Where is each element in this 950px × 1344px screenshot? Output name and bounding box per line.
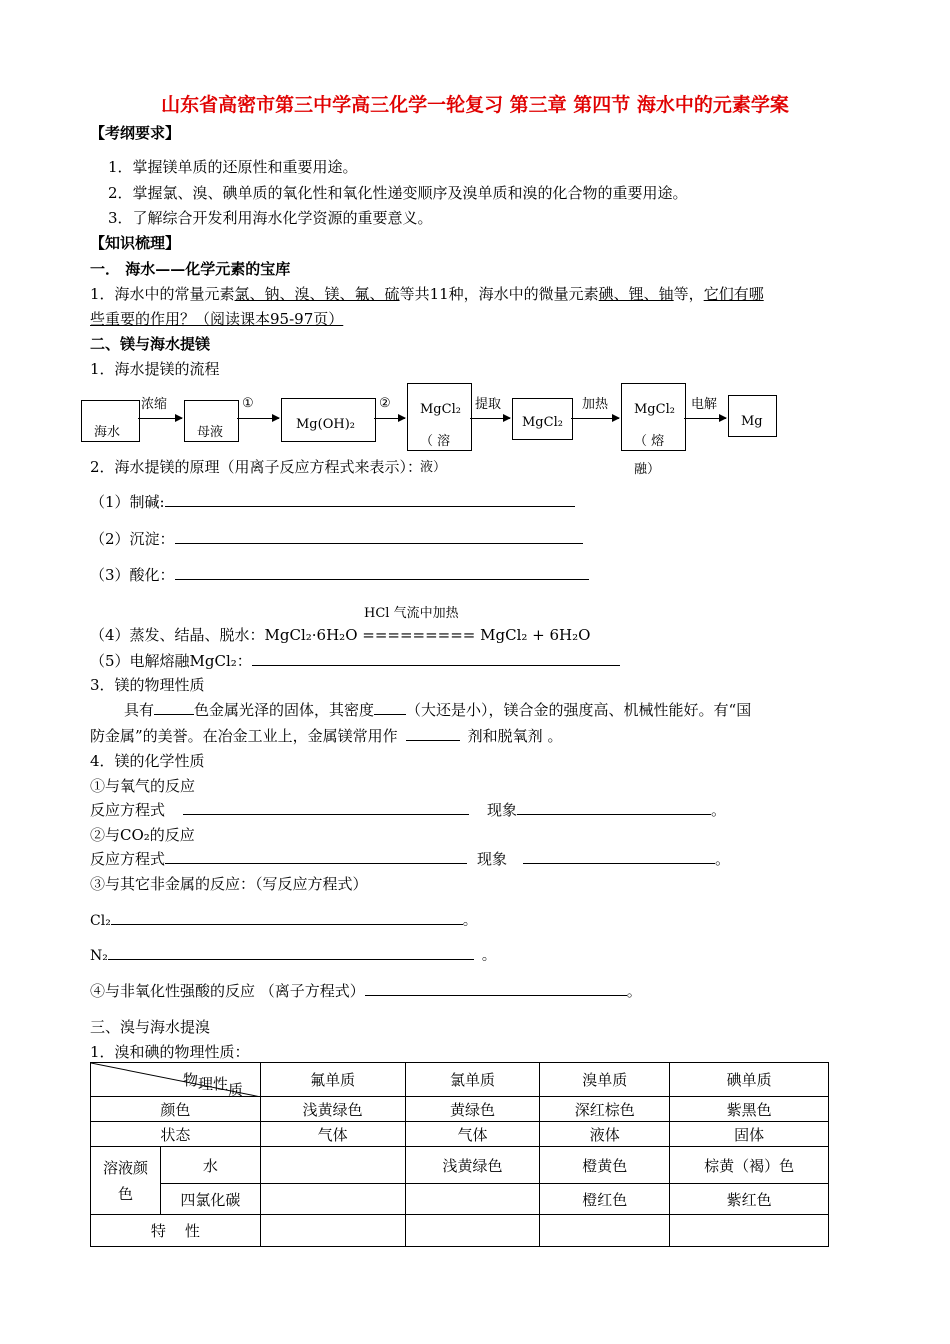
period: 。: [462, 913, 477, 929]
row-header-ccl4: 四氯化碳: [160, 1184, 260, 1215]
step-acidify: [90, 564, 589, 585]
kaogang-heading: 【考纲要求】: [90, 124, 181, 142]
row-header-solution-color: 溶液颜色: [91, 1147, 161, 1215]
flow-box-mgcl2-solution: [407, 383, 472, 475]
flow-box-mother-liquor: [184, 400, 239, 442]
answer-blank[interactable]: [154, 700, 194, 715]
flow-arrow: [138, 418, 182, 419]
step-precipitate: [90, 528, 583, 549]
page-title: 山东省高密市第三中学高三化学一轮复习 第三章 第四节 海水中的元素学案: [161, 94, 789, 116]
table-cell: 橙黄色: [540, 1147, 670, 1184]
diagonal-header-text: 物: [183, 1071, 199, 1089]
column-header-iodine: 碘单质: [670, 1063, 829, 1097]
trace-elements: 碘、锂、铀: [598, 285, 674, 303]
flow-arrow: [470, 418, 510, 419]
principle-heading: 2．海水提镁的原理（用离子反应方程式来表示）：: [90, 458, 423, 476]
flow-box-mgcl2: [512, 398, 573, 440]
answer-blank[interactable]: [252, 651, 620, 666]
table-cell: 棕黄（褐）色: [670, 1147, 829, 1184]
major-elements: 氯、钠、溴、镁、氟、硫: [234, 285, 400, 303]
step-evaporate: （4）蒸发、结晶、脱水：MgCl₂·6H₂O ========= MgCl₂ + 6H₂O: [90, 626, 591, 644]
section1-heading: 一． 海水——化学元素的宝库: [90, 260, 291, 278]
section1-line1: [90, 283, 764, 304]
text-segment: 剂和脱氧剂 。: [467, 727, 563, 745]
table-cell: 黄绿色: [405, 1097, 540, 1122]
reaction-label: ④与非氧化性强酸的反应 （离子方程式）: [90, 982, 365, 1000]
period: 。: [715, 850, 731, 868]
question-text: 它们有哪: [703, 285, 764, 303]
reactant-label: Cl₂: [90, 913, 111, 929]
equation-label: 反应方程式: [90, 850, 166, 868]
step-make-base: [90, 491, 575, 512]
flow-box-text: 融）: [634, 462, 661, 477]
reaction-nonmetal: ③与其它非金属的反应：（写反应方程式）: [90, 875, 368, 893]
flow-box-text: （ 熔: [634, 434, 665, 449]
table-cell[interactable]: [540, 1215, 670, 1247]
table-cell[interactable]: [405, 1215, 540, 1247]
flow-box-mgcl2-molten: [621, 383, 686, 477]
diagonal-header-cell: [91, 1063, 261, 1097]
table-cell: 浅黄绿色: [405, 1147, 540, 1184]
table-cell: 浅黄绿色: [260, 1097, 405, 1122]
flow-box-text: Mg(OH)₂: [296, 417, 355, 432]
flow-label-step2: ②: [379, 396, 391, 411]
reactant-label: N₂: [90, 948, 108, 964]
row-header-special: 特 性: [91, 1215, 261, 1247]
flow-arrow: [684, 418, 726, 419]
answer-blank[interactable]: [175, 565, 589, 580]
period: 。: [711, 801, 727, 819]
flow-arrow: [374, 418, 405, 419]
table-title: 1．溴和碘的物理性质：: [90, 1043, 250, 1061]
flow-title: 1．海水提镁的流程: [90, 360, 220, 378]
flow-box-text: MgCl₂: [420, 402, 461, 417]
section2-heading: 二、镁与海水提镁: [90, 335, 211, 353]
phenomenon-blank[interactable]: [523, 849, 715, 864]
step-label: （3）酸化：: [90, 566, 175, 584]
step4-condition: HCl 气流中加热: [364, 606, 459, 621]
physical-line2: [90, 725, 562, 746]
equation-label: 反应方程式: [90, 801, 166, 819]
phenomenon-blank[interactable]: [517, 800, 711, 815]
equation-blank[interactable]: [108, 945, 474, 960]
table-cell: 气体: [405, 1122, 540, 1147]
zhishi-heading: 【知识梳理】: [90, 234, 181, 252]
kaogang-item-1: 1．掌握镁单质的还原性和重要用途。: [108, 158, 358, 176]
text-segment: 等共11种，海水中的微量元素: [399, 285, 599, 303]
table-cell: 紫红色: [670, 1184, 829, 1215]
answer-blank[interactable]: [374, 700, 406, 715]
reaction-acid: [90, 980, 642, 1001]
text-segment: 等，: [673, 285, 704, 303]
flow-box-text: 母液: [197, 425, 224, 440]
reaction-oxygen-answer: [90, 799, 726, 820]
row-header-color: 颜色: [91, 1097, 261, 1122]
flow-box-seawater: [81, 400, 140, 442]
table-cell: 液体: [540, 1122, 670, 1147]
flow-arrow: [237, 418, 279, 419]
table-cell: 气体: [260, 1122, 405, 1147]
answer-blank[interactable]: [165, 492, 575, 507]
diagonal-header-text: 理性: [198, 1075, 229, 1093]
chem-heading: 4．镁的化学性质: [90, 752, 205, 770]
physical-heading: 3．镁的物理性质: [90, 676, 205, 694]
flow-box-text: 海水: [94, 425, 121, 440]
section1-line2: 些重要的作用？（阅读课本95-97页）: [90, 310, 344, 328]
halogen-properties-table: [90, 1062, 829, 1247]
period: 。: [626, 982, 642, 1000]
row-header-water: 水: [160, 1147, 260, 1184]
step-electrolysis: [90, 650, 620, 671]
diagonal-header-text: 质: [228, 1081, 244, 1099]
answer-blank[interactable]: [406, 726, 460, 741]
table-cell: [260, 1184, 405, 1215]
text-segment: 具有: [124, 701, 155, 719]
flow-box-text: 液）: [420, 460, 447, 475]
flow-box-mg: [728, 395, 777, 437]
flow-arrow: [571, 418, 619, 419]
kaogang-item-3: 3．了解综合开发利用海水化学资源的重要意义。: [108, 209, 433, 227]
flow-box-text: （ 溶: [420, 434, 451, 449]
table-cell: [405, 1184, 540, 1215]
step-label: （5）电解熔融MgCl₂：: [90, 652, 252, 670]
flow-box-text: MgCl₂: [634, 402, 675, 417]
kaogang-item-2: 2．掌握氯、溴、碘单质的氧化性和氧化性递变顺序及溴单质和溴的化合物的重要用途。: [108, 184, 688, 202]
reaction-cl2: [90, 910, 477, 930]
flow-box-text: Mg: [741, 414, 763, 429]
table-cell: 紫黑色: [670, 1097, 829, 1122]
reaction-co2-answer: [90, 848, 730, 869]
flow-label-concentrate: 浓缩: [141, 397, 168, 412]
column-header-fluorine: 氟单质: [260, 1063, 405, 1097]
flow-label-extract: 提取: [475, 397, 502, 412]
flow-label-heat: 加热: [582, 397, 609, 412]
step-label: （1）制碱:: [90, 493, 165, 511]
flow-label-electrolysis: 电解: [691, 397, 718, 412]
phenomenon-label: 现象: [477, 850, 508, 868]
table-cell: 橙红色: [540, 1184, 670, 1215]
section3-heading: 三、溴与海水提溴: [90, 1018, 211, 1036]
answer-blank[interactable]: [175, 529, 583, 544]
column-header-bromine: 溴单质: [540, 1063, 670, 1097]
step-label: （2）沉淀：: [90, 530, 175, 548]
equation-blank[interactable]: [183, 800, 469, 815]
table-cell: 深红棕色: [540, 1097, 670, 1122]
table-cell[interactable]: [260, 1215, 405, 1247]
equation-blank[interactable]: [165, 849, 467, 864]
flow-box-mgoh2: [281, 398, 376, 442]
reaction-n2: [90, 945, 496, 965]
column-header-chlorine: 氯单质: [405, 1063, 540, 1097]
period: 。: [481, 948, 496, 964]
table-cell: [260, 1147, 405, 1184]
flow-box-text: MgCl₂: [522, 415, 563, 430]
reaction-oxygen: ①与氧气的反应: [90, 777, 196, 795]
text-segment: （大还是小），镁合金的强度高、机械性能好。有“国: [406, 701, 752, 719]
text-segment: 防金属”的美誉。在冶金工业上，金属镁常用作: [90, 727, 398, 745]
phenomenon-label: 现象: [487, 801, 518, 819]
equation-blank[interactable]: [365, 981, 627, 996]
table-cell: 固体: [670, 1122, 829, 1147]
table-cell[interactable]: [670, 1215, 829, 1247]
row-header-state: 状态: [91, 1122, 261, 1147]
flow-label-step1: ①: [242, 396, 254, 411]
text-segment: 色金属光泽的固体，其密度: [194, 701, 375, 719]
reaction-co2: ②与CO₂的反应: [90, 826, 195, 844]
text-segment: 1．海水中的常量元素: [90, 285, 235, 303]
physical-line1: [124, 699, 751, 720]
equation-blank[interactable]: [111, 910, 463, 925]
